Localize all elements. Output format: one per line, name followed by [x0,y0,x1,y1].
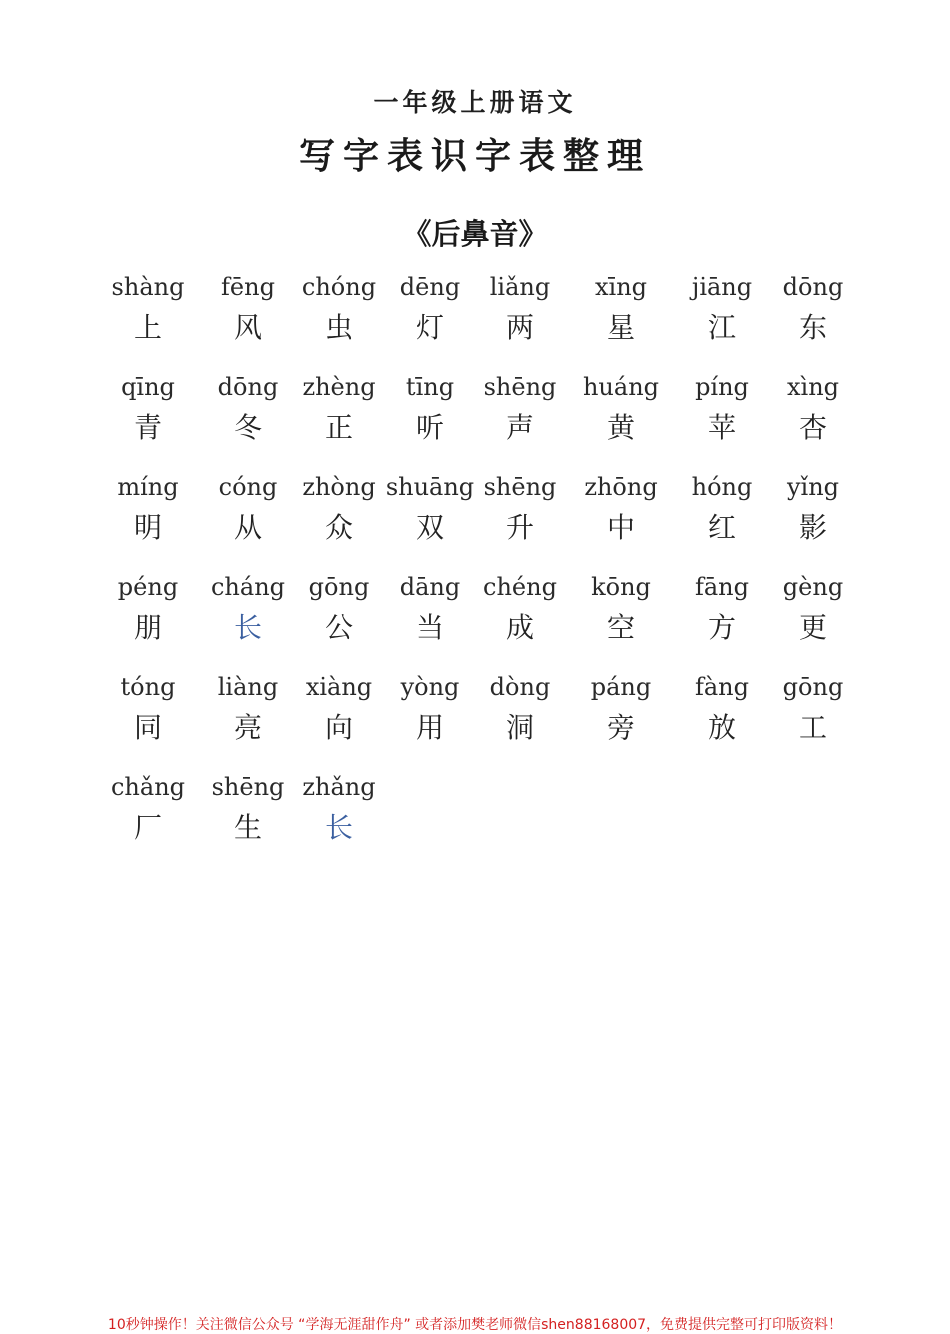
grid-cell [198,268,298,350]
grid-cell [289,468,389,550]
character-label: 方 [707,611,736,644]
pinyin-label: zhōng [584,473,658,501]
section-title: 《后鼻音》 [402,217,548,251]
character-label: 众 [324,511,353,544]
pinyin-label: fàng [694,673,749,701]
pinyin-label: gèng [782,573,844,601]
pinyin-label: cháng [210,573,286,601]
pinyin-label: cóng [218,473,278,501]
character-label: 红 [707,511,736,544]
pinyin-label: fāng [694,573,749,601]
character-label: 两 [505,311,534,344]
grid-cell [571,568,671,650]
grid-cell [470,368,570,450]
subtitle: 一年级上册语文 [373,88,577,117]
pinyin-label: jiāng [691,273,753,301]
grid-cell [198,668,298,750]
grid-cell [289,768,389,850]
grid-cell [380,568,480,650]
character-label: 公 [324,611,353,644]
pinyin-label: shuāng [385,473,475,501]
character-label: 正 [324,411,353,444]
grid-cell [98,268,198,350]
character-label: 双 [415,511,444,544]
character-label: 听 [415,411,444,444]
grid-cell [571,268,671,350]
pinyin-label: péng [117,573,179,601]
grid-cell [198,368,298,450]
grid-cell [98,368,198,450]
character-label: 风 [233,311,262,344]
pinyin-label: liǎng [489,273,551,301]
character-label: 长 [233,611,262,644]
character-label: 灯 [415,311,444,344]
pinyin-character-grid [0,268,950,868]
grid-cell [470,268,570,350]
pinyin-label: qīng [121,373,175,401]
grid-row [0,568,950,668]
character-label: 长 [324,811,353,844]
pinyin-label: chǎng [110,773,186,801]
grid-cell [289,268,389,350]
pinyin-label: dōng [217,373,279,401]
character-label: 用 [415,711,444,744]
page-title: 写字表识字表整理 [298,136,651,177]
grid-cell [198,468,298,550]
pinyin-label: xìng [786,373,840,401]
character-label: 明 [133,511,162,544]
grid-row [0,468,950,568]
pinyin-label: shēng [211,773,285,801]
character-label: 星 [606,311,635,344]
grid-cell [672,568,772,650]
grid-row [0,668,950,768]
pinyin-label: dòng [489,673,551,701]
character-label: 从 [233,511,262,544]
pinyin-label: gōng [782,673,844,701]
pinyin-label: páng [590,673,652,701]
pinyin-label: míng [117,473,179,501]
grid-cell [289,368,389,450]
grid-cell [763,468,863,550]
character-label: 同 [133,711,162,744]
grid-cell [672,468,772,550]
pinyin-label: xiàng [305,673,373,701]
pinyin-label: xīng [594,273,648,301]
grid-cell [380,668,480,750]
grid-cell [672,668,772,750]
pinyin-label: tīng [405,373,455,401]
character-label: 东 [798,311,827,344]
pinyin-label: liàng [217,673,279,701]
pinyin-label: yòng [400,673,460,701]
grid-cell [571,368,671,450]
grid-cell [763,268,863,350]
grid-cell [470,468,570,550]
pinyin-label: shēng [483,473,557,501]
character-label: 生 [233,811,262,844]
grid-cell [289,668,389,750]
pinyin-label: yǐng [786,473,840,501]
character-label: 厂 [133,811,162,844]
footer-notice: 10秒钟操作！关注微信公众号 “学海无涯甜作舟” 或者添加樊老师微信shen88168007，免费提供完整可打印版资料！ [107,1317,843,1333]
pinyin-label: zhòng [302,473,376,501]
pinyin-label: dōng [782,273,844,301]
character-label: 工 [798,711,827,744]
character-label: 更 [798,611,827,644]
grid-cell [672,368,772,450]
grid-cell [380,368,480,450]
grid-cell [198,768,298,850]
character-label: 升 [505,511,534,544]
grid-cell [98,668,198,750]
pinyin-label: dēng [399,273,461,301]
character-label: 旁 [606,711,635,744]
character-label: 声 [505,411,534,444]
pinyin-label: zhǎng [302,773,376,801]
grid-cell [763,568,863,650]
pinyin-label: zhèng [302,373,376,401]
character-label: 朋 [133,611,162,644]
character-label: 洞 [505,711,534,744]
pinyin-label: shēng [483,373,557,401]
character-label: 当 [415,611,444,644]
grid-cell [763,368,863,450]
character-label: 亮 [233,711,262,744]
pinyin-label: tóng [120,673,176,701]
grid-cell [198,568,298,650]
grid-cell [380,268,480,350]
grid-cell [763,668,863,750]
character-label: 中 [606,511,635,544]
character-label: 成 [505,611,534,644]
grid-cell [98,468,198,550]
pinyin-label: píng [695,373,749,401]
character-label: 上 [133,311,162,344]
character-label: 影 [798,511,827,544]
pinyin-label: kōng [591,573,651,601]
pinyin-label: hóng [691,473,753,501]
grid-row [0,368,950,468]
pinyin-label: fēng [221,273,275,301]
character-label: 放 [707,711,736,744]
grid-cell [380,468,480,550]
character-label: 虫 [324,311,353,344]
character-label: 向 [324,711,353,744]
character-label: 苹 [707,411,736,444]
grid-cell [571,468,671,550]
pinyin-label: chéng [483,573,557,601]
grid-cell [98,768,198,850]
pinyin-label: shàng [111,273,185,301]
character-label: 江 [707,311,736,344]
pinyin-label: gōng [308,573,370,601]
grid-cell [571,668,671,750]
character-label: 杏 [798,411,827,444]
character-label: 黄 [606,411,635,444]
grid-row [0,268,950,368]
pinyin-label: huáng [582,373,660,401]
grid-cell [470,568,570,650]
character-label: 空 [606,611,635,644]
pinyin-label: dāng [399,573,461,601]
grid-cell [672,268,772,350]
grid-cell [98,568,198,650]
grid-row [0,768,950,868]
character-label: 冬 [233,411,262,444]
grid-cell [289,568,389,650]
grid-cell [470,668,570,750]
pinyin-label: chóng [301,273,377,301]
character-label: 青 [133,411,162,444]
